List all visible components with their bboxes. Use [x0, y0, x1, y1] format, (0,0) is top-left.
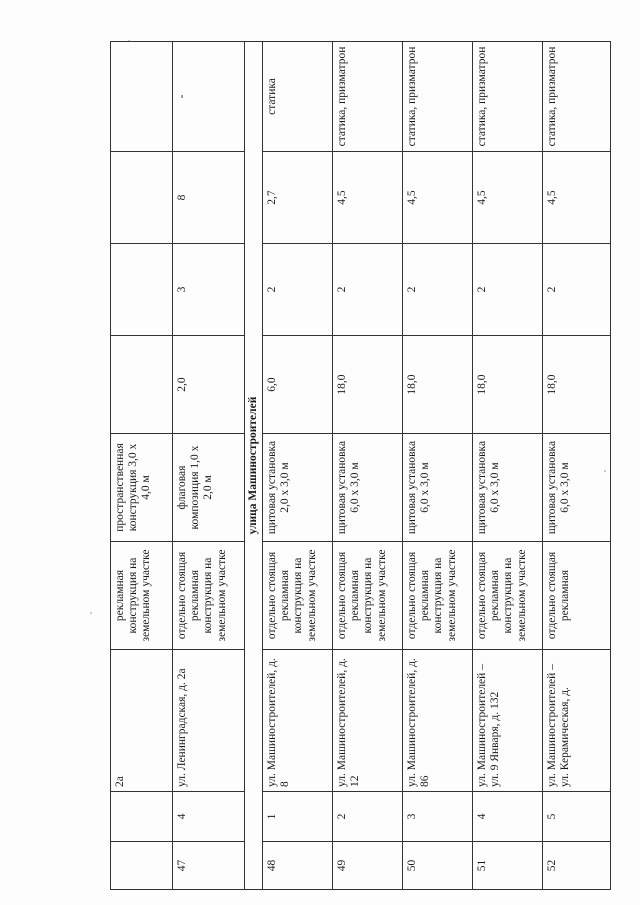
cell-description: щитовая установка 2,0 х 3,0 м [263, 434, 333, 542]
cell-qty: 2 [473, 244, 543, 336]
table-row [333, 42, 403, 890]
cell-num [111, 842, 173, 890]
cell-tech [111, 42, 173, 152]
cell-tech: статика, призматрон [543, 42, 611, 152]
cell-address: ул. Машиностроителей – ул. Керамическая, д. [543, 650, 611, 792]
cell-area: 6,0 [263, 336, 333, 434]
cell-idx: 5 [543, 792, 611, 842]
table-row [111, 42, 173, 890]
cell-type: отдельно стоящая рекламная конструкция на земельном участке [473, 542, 543, 650]
advertising-structures-table [110, 41, 611, 890]
cell-num: 48 [263, 842, 333, 890]
cell-type: отдельно стоящая рекламная конструкция на земельном участке [403, 542, 473, 650]
cell-address: ул. Машиностроителей, д. 8 [263, 650, 333, 792]
cell-address: ул. Машиностроителей – ул. 9 Января, д. 132 [473, 650, 543, 792]
cell-qty: 2 [333, 244, 403, 336]
cell-height: 2,7 [263, 152, 333, 244]
table-row [173, 42, 245, 890]
cell-num: 52 [543, 842, 611, 890]
cell-qty [111, 244, 173, 336]
cell-address: ул. Ленинградская, д. 2а [173, 650, 245, 792]
cell-qty: 2 [403, 244, 473, 336]
cell-tech: - [173, 42, 245, 152]
cell-num: 49 [333, 842, 403, 890]
cell-tech: статика, призматрон [333, 42, 403, 152]
cell-tech: статика [263, 42, 333, 152]
table-row [403, 42, 473, 890]
cell-num: 51 [473, 842, 543, 890]
cell-tech: статика, призматрон [403, 42, 473, 152]
cell-height: 4,5 [543, 152, 611, 244]
table-row [473, 42, 543, 890]
table-row [263, 42, 333, 890]
cell-type: отдельно стоящая рекламная [543, 542, 611, 650]
cell-idx: 4 [173, 792, 245, 842]
cell-num: 47 [173, 842, 245, 890]
cell-tech: статика, призматрон [473, 42, 543, 152]
cell-area: 2,0 [173, 336, 245, 434]
rotated-table-container [110, 42, 610, 890]
cell-area: 18,0 [333, 336, 403, 434]
cell-height: 4,5 [403, 152, 473, 244]
cell-description: пространственная конструкция 3,0 х 4,0 м [111, 434, 173, 542]
cell-address: ул. Машиностроителей, д. 12 [333, 650, 403, 792]
cell-description: щитовая установка 6,0 х 3,0 м [473, 434, 543, 542]
section-title: улица Машиностроителей [245, 42, 263, 890]
cell-idx [111, 792, 173, 842]
cell-description: щитовая установка 6,0 х 3,0 м [403, 434, 473, 542]
cell-description: щитовая установка 6,0 х 3,0 м [333, 434, 403, 542]
cell-height: 4,5 [333, 152, 403, 244]
cell-area: 18,0 [403, 336, 473, 434]
cell-type: рекламная конструкция на земельном участке [111, 542, 173, 650]
cell-area: 18,0 [473, 336, 543, 434]
cell-idx: 1 [263, 792, 333, 842]
cell-height: 4,5 [473, 152, 543, 244]
cell-height: 8 [173, 152, 245, 244]
cell-height [111, 152, 173, 244]
cell-description: щитовая установка 6,0 х 3,0 м [543, 434, 611, 542]
cell-address: 2а [111, 650, 173, 792]
cell-num: 50 [403, 842, 473, 890]
cell-area: 18,0 [543, 336, 611, 434]
cell-qty: 2 [263, 244, 333, 336]
cell-idx: 3 [403, 792, 473, 842]
cell-area [111, 336, 173, 434]
cell-type: отдельно стоящая рекламная конструкция на земельном участке [263, 542, 333, 650]
scan-speck [90, 612, 92, 614]
cell-address: ул. Машиностроителей, д. 86 [403, 650, 473, 792]
cell-qty: 2 [543, 244, 611, 336]
cell-description: флаговая композиция 1,0 х 2,0 м [173, 434, 245, 542]
section-header-row [245, 42, 263, 890]
cell-type: отдельно стоящая рекламная конструкция на земельном участке [173, 542, 245, 650]
table-row [543, 42, 611, 890]
cell-type: отдельно стоящая рекламная конструкция на земельном участке [333, 542, 403, 650]
cell-qty: 3 [173, 244, 245, 336]
cell-idx: 2 [333, 792, 403, 842]
cell-idx: 4 [473, 792, 543, 842]
